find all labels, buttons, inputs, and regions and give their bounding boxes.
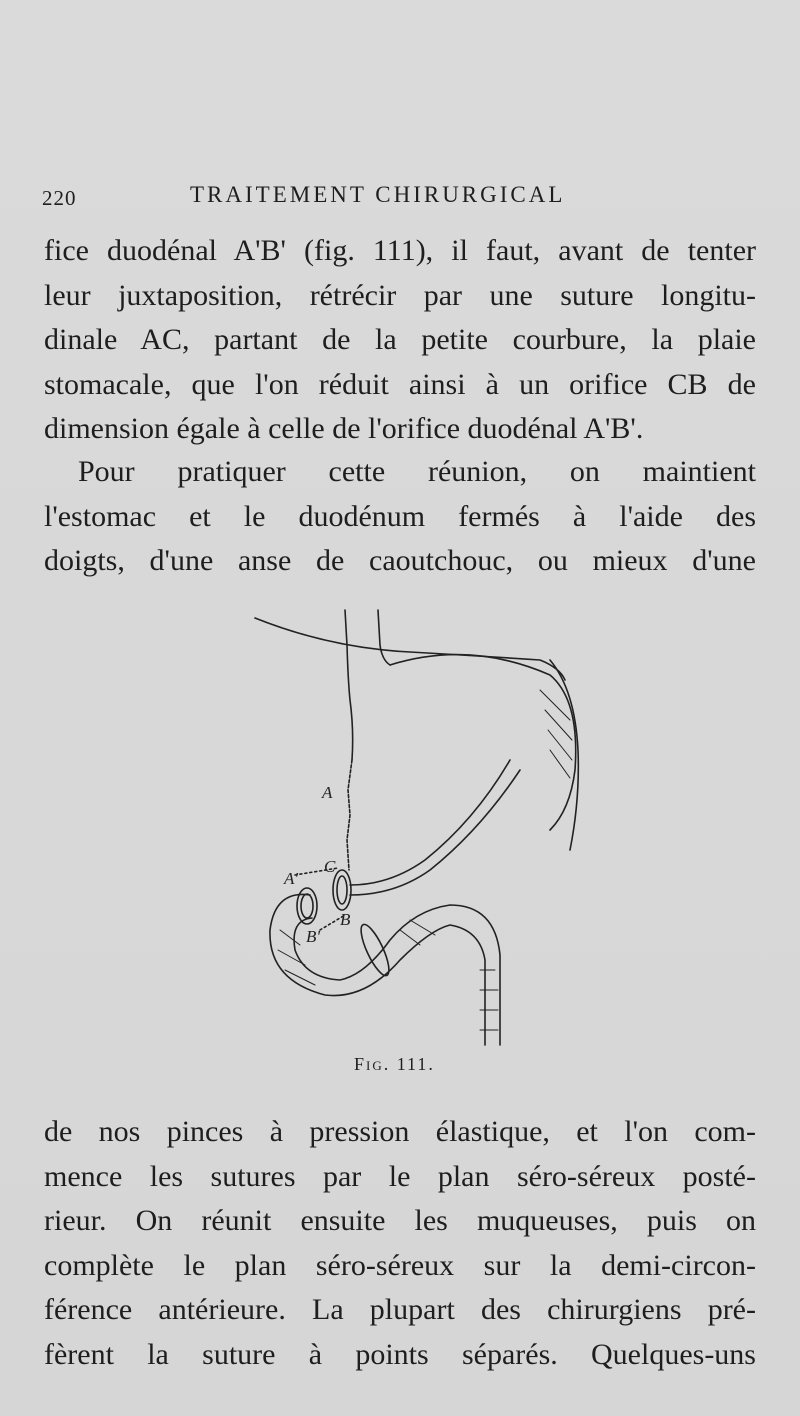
text-line: fice duodénal A'B' (fig. 111), il faut, avant de tenter [44,234,756,267]
duodenum-inner [294,905,500,1045]
text-line: dinale AC, partant de la petite courbure, la plaie [44,323,756,356]
text-line: férence antérieure. La plupart des chirurgiens pré- [44,1293,756,1326]
page-header [42,178,762,214]
stomach-lower-contour-2 [350,760,510,885]
text-line: complète le plan séro-séreux sur la demi-circon- [44,1248,756,1282]
text-line: mence les sutures par le plan séro-séreux posté- [44,1159,756,1193]
text-line: l'estomac et le duodénum fermés à l'aide des [44,499,756,533]
paragraph-1 [44,229,756,452]
text-line: dimension égale à celle de l'orifice duodénal A'B'. [44,412,644,445]
anatomical-figure [250,600,590,1060]
esophagus-line-right [378,610,390,665]
stomach-greater-curvature [390,655,576,830]
stomach-outline [550,660,578,850]
label-a-prime: A' [284,869,299,888]
running-title: TRAITEMENT CHIRURGICAL [190,182,566,207]
figure-caption: Fig. 111. [354,1054,435,1074]
diaphragm-line [255,618,565,680]
stomach-lower-contour [350,770,520,895]
text-line: fèrent la suture à points séparés. Quelques-uns [44,1337,756,1371]
esophagus-line-left [345,610,353,760]
paragraph-3 [44,1110,756,1377]
label-a: A [322,783,333,802]
suture-line [347,760,352,870]
label-b: B [340,910,351,929]
text-line: rieur. On réunit ensuite les muqueuses, puis on [44,1204,756,1237]
text-line: stomacale, que l'on réduit ainsi à un orifice CB de [44,367,756,401]
text-line: Pour pratiquer cette réunion, on maintient [78,455,756,488]
text-line: de nos pinces à pression élastique, et l'on com- [44,1115,756,1148]
text-line: doigts, d'une anse de caoutchouc, ou mieux d'une [44,544,756,577]
text-line: leur juxtaposition, rétrécir par une suture longitu- [44,278,756,312]
label-b-prime: B' [306,927,321,946]
page-number: 220 [42,186,77,210]
paragraph-2 [44,450,756,584]
label-c: C [324,857,336,876]
